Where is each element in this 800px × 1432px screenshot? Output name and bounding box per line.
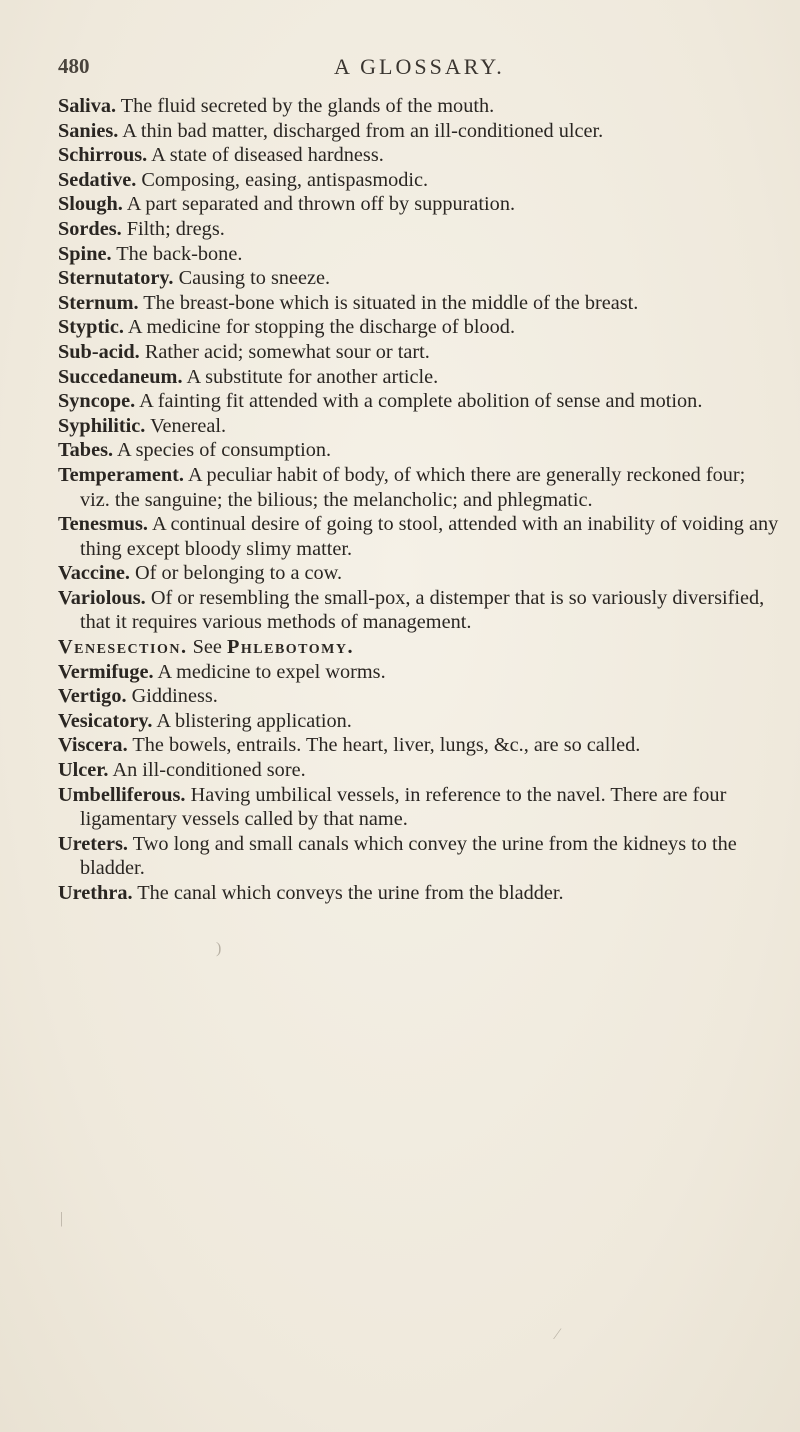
paper-blemish: ) [216,940,222,957]
glossary-entry-sub-acid [58,340,780,365]
entry-definition: Two long and small canals which convey the urine from the kidneys to the bladder. [80,832,737,880]
glossary-entry-saliva [58,94,780,119]
entry-term: Sedative. [58,168,137,191]
entry-term: Sternum. [58,291,139,314]
entry-term: Viscera. [58,734,128,757]
entry-term: Vesicatory. [58,709,153,732]
entry-term: Ureters. [58,832,129,855]
entry-term: Tabes. [58,439,114,462]
entry-definition: The back-bone. [116,242,243,265]
entry-term: Temperament. [58,463,184,486]
page-title: A GLOSSARY. [334,54,505,79]
glossary-entry-vesicatory [58,709,780,734]
entry-definition: Causing to sneeze. [178,267,331,290]
paper-blemish: ⁄ [556,1326,559,1343]
glossary-entry-urethra [58,881,780,906]
glossary-entry-vermifuge [58,660,780,685]
glossary-entry-schirrous [58,143,780,168]
glossary-entry-variolous [58,586,780,635]
entry-term: Urethra. [58,882,133,904]
entry-definition: Composing, easing, antispasmodic. [141,168,429,191]
entry-term: Variolous. [58,586,146,609]
glossary-entry-tenesmus [58,512,780,561]
entry-definition: A continual desire of going to stool, attended with an inability of voiding any thing except bloody slimy matter. [80,513,779,560]
entry-term: Saliva. [58,95,117,117]
glossary-entry-slough [58,192,780,217]
page-number: 480 [58,54,90,78]
entry-definition: A fainting fit attended with a complete abolition of sense and motion. [139,390,703,413]
entry-definition: A state of diseased hardness. [151,144,384,167]
entry-definition: Having umbilical vessels, in reference to the navel. There are four ligamentary vessels called by that name. [80,783,727,831]
entry-term: Vaccine. [58,562,130,585]
glossary-entry-ureters [58,832,780,881]
entry-term: Syphilitic. [58,414,146,437]
entry-term: Styptic. [58,316,124,339]
entry-definition: Giddiness. [131,685,218,708]
entry-term: Schirrous. [58,144,148,167]
glossary-entry-tabes [58,438,780,463]
entry-definition: Of or resembling the small-pox, a distemper that is so variously diversified, that it requires various methods of management. [80,586,765,634]
glossary-entry-viscera [58,733,780,758]
entry-definition: A blistering application. [156,709,352,732]
entry-term: Venesection. [58,636,188,659]
glossary-entry-syncope [58,389,780,414]
glossary-entry-vaccine [58,561,780,586]
entry-definition: A part separated and thrown off by suppuration. [126,193,516,216]
entry-definition: A thin bad matter, discharged from an ill-conditioned ulcer. [122,119,604,142]
entry-definition: A peculiar habit of body, of which there are generally reckoned four; viz. the sanguine; the bilious; the melancholic; and phlegmatic. [80,463,746,511]
running-head [0,54,800,88]
entry-term: Sternutatory. [58,267,174,290]
entry-term: Slough. [58,193,123,216]
entry-term: Tenesmus. [58,513,148,536]
glossary-entry-spine [58,242,780,267]
glossary-entry-sanies [58,119,780,144]
entry-definition: An ill-conditioned sore. [112,759,306,782]
entry-term: Sub-acid. [58,340,140,363]
glossary-entries [58,94,780,906]
entry-term: Succedaneum. [58,365,183,388]
entry-definition: Venereal. [150,414,227,437]
cross-reference-link: Phlebotomy. [226,636,355,659]
entry-definition: The bowels, entrails. The heart, liver, lungs, &c., are so called. [132,734,641,757]
entry-definition: The fluid secreted by the glands of the mouth. [120,95,495,117]
glossary-entry-succedaneum [58,365,780,390]
entry-term: Umbelliferous. [58,783,186,806]
entry-definition: A medicine for stopping the discharge of blood. [127,316,516,339]
entry-definition: Filth; dregs. [126,217,225,240]
entry-definition: Rather acid; somewhat sour or tart. [144,340,430,363]
entry-term: Spine. [58,242,112,265]
entry-term: Sordes. [58,217,122,240]
entry-term: Ulcer. [58,759,109,782]
entry-definition: See [192,636,222,659]
glossary-entry-syphilitic [58,414,780,439]
glossary-entry-ulcer [58,758,780,783]
glossary-entry-venesection [58,635,780,660]
entry-term: Vertigo. [58,685,127,708]
entry-term: Sanies. [58,119,119,142]
entry-definition: Of or belonging to a cow. [135,562,343,585]
entry-definition: The canal which conveys the urine from the bladder. [137,882,564,904]
glossary-entry-sternutatory [58,266,780,291]
entry-term: Vermifuge. [58,660,154,683]
glossary-entry-vertigo [58,684,780,709]
glossary-entry-sternum [58,291,780,316]
entry-definition: The breast-bone which is situated in the middle of the breast. [143,291,639,314]
entry-definition: A species of consumption. [117,439,332,462]
entry-term: Syncope. [58,390,136,413]
glossary-entry-sedative [58,168,780,193]
glossary-entry-sordes [58,217,780,242]
glossary-entry-umbelliferous [58,783,780,832]
glossary-entry-styptic [58,315,780,340]
paper-blemish: | [60,1210,64,1227]
entry-definition: A substitute for another article. [186,365,439,388]
glossary-entry-temperament [58,463,780,512]
entry-definition: A medicine to expel worms. [157,660,386,683]
